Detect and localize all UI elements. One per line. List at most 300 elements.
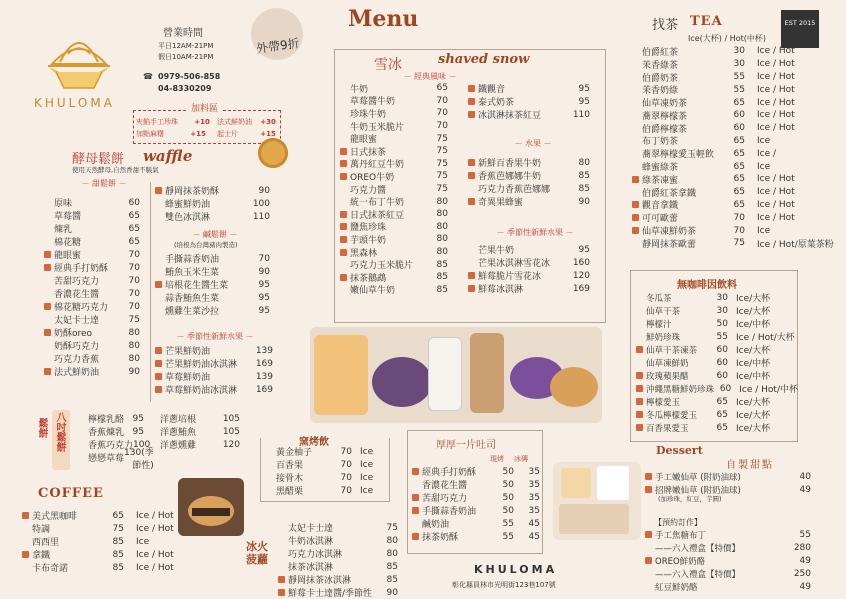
item-price: 250 <box>793 568 811 579</box>
recommend-icon <box>645 557 652 564</box>
item-price: 50 <box>716 318 728 329</box>
item-price: 50 <box>502 505 514 516</box>
item-price: 50 <box>502 479 514 490</box>
menu-item <box>278 521 398 534</box>
menu-item <box>278 547 398 560</box>
item-price: 80 <box>436 221 448 232</box>
item-price: 70 <box>128 275 140 286</box>
menu-item <box>266 445 386 458</box>
item-price: 85 <box>112 549 124 560</box>
menu-item <box>636 356 798 369</box>
item-name: 牛奶玉米脆片 <box>350 122 405 133</box>
item-price: 100 <box>133 439 151 450</box>
special-list <box>636 291 798 434</box>
item-price: 95 <box>578 96 590 107</box>
item-price: 70 <box>340 459 352 470</box>
tea-title-cn: 找茶 <box>652 18 679 33</box>
waffle-title-cn: 酵母鬆餅 <box>72 152 125 167</box>
item-price: 120 <box>572 270 590 281</box>
item-name: 招牌嫩仙草 (附奶油球) <box>655 485 741 496</box>
tea-size-note: Ice(大杯) / Hot(中杯) <box>688 34 766 43</box>
item-name: 鮪魚玉米生菜 <box>165 268 220 278</box>
menu-item <box>645 554 811 567</box>
addon-name: 法式鮮奶油 <box>217 118 252 126</box>
recommend-icon <box>22 512 29 519</box>
item-size: Ice <box>757 135 771 146</box>
item-price: 60 <box>716 357 728 368</box>
item-name: 戀戀草莓 <box>88 454 125 464</box>
item-name: 鮮莓脆片雪花冰 <box>478 272 542 282</box>
menu-item <box>278 534 398 547</box>
item-size: Ice/大杯 <box>736 307 771 317</box>
waffle-icon <box>258 138 288 168</box>
item-name: 蕎翠檸檬茶 <box>642 111 688 122</box>
recommend-icon <box>632 227 639 234</box>
item-name: 煉乳 <box>54 225 73 235</box>
item-price: 100 <box>252 198 270 209</box>
item-price: 75 <box>386 522 398 533</box>
menu-item <box>340 158 448 171</box>
item-name: 太妃卡士達 <box>288 524 334 534</box>
item-price: 85 <box>386 561 398 572</box>
item-name: 接骨木 <box>276 474 304 484</box>
item-name: 草莓醬 <box>54 212 82 222</box>
menu-item <box>412 478 540 491</box>
menu-item <box>340 120 448 133</box>
item-name: 鹹奶油 <box>422 520 450 530</box>
menu-item <box>340 183 448 196</box>
menu-item <box>412 491 540 504</box>
item-name: ——六入禮盒【特價】 <box>655 543 741 554</box>
item-price: 65 <box>128 223 140 234</box>
recommend-icon <box>340 249 347 256</box>
item-size: Ice / Hot/大杯 <box>736 333 795 343</box>
recommend-icon <box>468 85 475 92</box>
item-price: 35 <box>528 505 540 516</box>
item-name: 百香果 <box>276 461 304 471</box>
dessert-list-2 <box>645 528 811 593</box>
menu-item <box>412 517 540 530</box>
menu-item <box>340 246 448 259</box>
menu-item <box>155 184 270 197</box>
item-size: Ice <box>757 225 771 236</box>
dessert-note: (加珍珠，紅豆，芋圓) <box>658 495 722 503</box>
item-price: 70 <box>128 288 140 299</box>
item-name: 鐵觀音 <box>478 85 506 95</box>
item-size: Ice / <box>757 148 777 159</box>
item-name: 香蕉芭娜娜牛奶 <box>478 172 542 182</box>
menu-title: Menu <box>348 6 419 32</box>
menu-item <box>155 344 273 357</box>
item-name: OREO鮮奶酪 <box>655 556 706 567</box>
recommend-icon <box>636 385 643 392</box>
item-price: 80 <box>386 535 398 546</box>
item-price: 80 <box>128 340 140 351</box>
item-name: 檸檬乳酪 <box>88 415 125 425</box>
item-name: 蜂蜜鮮奶油 <box>165 200 211 210</box>
waffle-subtitle: 使用天然酵母,自然香甜不脹氣 <box>72 166 159 174</box>
item-price: 70 <box>340 446 352 457</box>
menu-item <box>632 173 837 186</box>
item-size: Ice / Hot <box>136 562 174 573</box>
menu-item <box>632 135 837 148</box>
menu-item <box>266 484 386 497</box>
menu-item <box>468 282 590 295</box>
recommend-icon <box>468 159 475 166</box>
brand-logo <box>38 14 120 96</box>
menu-item <box>44 248 140 261</box>
brand-name: KHULOMA <box>34 96 115 110</box>
item-price: 95 <box>258 279 270 290</box>
item-price: 60 <box>719 383 732 394</box>
item-size: Ice <box>757 161 771 172</box>
item-name: 太妃卡士達 <box>54 316 100 326</box>
item-name: 日式抹茶 <box>350 147 387 158</box>
item-name: 黃金柚子 <box>276 448 313 458</box>
item-name: 抹茶冰淇淋 <box>288 563 334 573</box>
menu-item <box>266 458 386 471</box>
item-name: 芒果鮮奶油冰淇淋 <box>165 360 238 370</box>
item-price: 65 <box>733 199 745 210</box>
tea-title-en: TEA <box>690 14 723 29</box>
menu-item <box>632 211 837 224</box>
item-name: 鹽焦珍珠 <box>350 223 387 234</box>
item-name: 卡布奇諾 <box>32 564 69 574</box>
item-name: 茉香奶綠 <box>642 86 679 97</box>
item-name: 奶酥oreo <box>54 329 93 339</box>
item-price: 95 <box>132 413 144 424</box>
item-price: 55 <box>799 529 811 540</box>
item-name: 抹茶奶酥 <box>422 533 459 543</box>
recommend-icon <box>412 494 419 501</box>
item-price: 30 <box>733 59 745 70</box>
item-name: 珍珠牛奶 <box>350 109 387 120</box>
recommend-icon <box>468 172 475 179</box>
item-price: 105 <box>222 426 240 437</box>
addon-price: +15 <box>190 130 206 138</box>
item-price: 80 <box>436 247 448 258</box>
item-name: 靜岡抹茶冰淇淋 <box>288 576 352 586</box>
menu-item <box>155 291 270 304</box>
recommend-icon <box>645 473 652 480</box>
menu-item <box>632 147 837 160</box>
menu-item <box>636 369 798 382</box>
item-price: 70 <box>258 253 270 264</box>
shaved-fruit-title: － 水果 － <box>514 139 552 148</box>
addon-price: +10 <box>194 118 210 126</box>
item-price: 70 <box>340 485 352 496</box>
waffle-salty-list <box>155 252 270 317</box>
baked-title: 窯烤飲 <box>296 433 332 448</box>
menu-item <box>636 304 798 317</box>
shaved-title-cn: 雪冰 <box>374 57 402 73</box>
recommend-icon <box>155 347 162 354</box>
menu-item <box>636 343 798 356</box>
item-name: 冰淇淋抹茶紅豆 <box>478 111 542 121</box>
menu-item <box>44 222 140 235</box>
item-price: 75 <box>436 158 448 169</box>
item-size: Ice / Hot <box>757 212 795 223</box>
menu-item <box>155 370 273 383</box>
item-name: 洋蔥鮪魚 <box>160 428 197 438</box>
menu-item <box>632 122 837 135</box>
menu-item <box>632 160 837 173</box>
item-price: 75 <box>128 314 140 325</box>
item-name: 仙草干茶凍茶 <box>646 345 698 356</box>
menu-item <box>340 132 448 145</box>
waffle-season-title: － 季節性新鮮水果 － <box>176 332 254 341</box>
item-name: 棉花糖 <box>54 238 82 248</box>
menu-item <box>340 95 448 108</box>
item-size: Ice <box>360 472 374 483</box>
recommend-icon <box>632 201 639 208</box>
item-price: 90 <box>258 266 270 277</box>
menu-item <box>468 182 590 195</box>
item-name: 檸檬愛玉 <box>646 397 681 408</box>
dessert-preorder: 【預約訂作】 <box>654 518 702 527</box>
addon-price: +30 <box>260 118 276 126</box>
menu-item <box>468 108 590 121</box>
item-price: 95 <box>578 244 590 255</box>
item-size: Ice / Hot <box>757 46 795 57</box>
menu-item <box>468 256 590 269</box>
menu-item <box>636 330 798 343</box>
inch8-list-b <box>150 412 240 451</box>
shaved-col1-list <box>340 82 448 296</box>
recommend-icon <box>632 214 639 221</box>
item-price: 65 <box>733 97 745 108</box>
recommend-icon <box>468 272 475 279</box>
item-name: 蕎翠檸檬愛玉輕飲 <box>642 150 715 161</box>
item-price: 75 <box>112 523 124 534</box>
item-size: Ice/中杯 <box>736 372 771 382</box>
item-name: 檸檬汁 <box>646 319 672 330</box>
tea-list <box>632 45 837 250</box>
item-price: 80 <box>128 353 140 364</box>
item-size: Ice <box>360 459 374 470</box>
food-photo <box>310 327 602 423</box>
menu-item <box>468 243 590 256</box>
recommend-icon <box>636 398 643 405</box>
menu-item <box>44 287 140 300</box>
dessert-title-en: Dessert <box>656 444 703 457</box>
menu-item <box>468 82 590 95</box>
item-price: 85 <box>112 562 124 573</box>
menu-item <box>412 504 540 517</box>
item-name: 手工焦糖布丁 <box>655 530 707 541</box>
item-size: Ice / Hot <box>757 199 795 210</box>
item-size: Ice / Hot <box>757 84 795 95</box>
item-name: 拿鐵 <box>32 551 51 561</box>
recommend-icon <box>340 236 347 243</box>
est-badge <box>781 10 819 48</box>
item-price: 85 <box>436 259 448 270</box>
hours-holiday: 假日10AM-21PM <box>158 53 214 61</box>
item-price: 90 <box>128 366 140 377</box>
item-price: 65 <box>128 236 140 247</box>
recommend-icon <box>278 576 285 583</box>
addons-item-2 <box>217 117 276 127</box>
item-size: Ice/大杯 <box>736 294 771 304</box>
item-price: 50 <box>502 466 514 477</box>
menu-item <box>645 541 811 554</box>
menu-item <box>266 471 386 484</box>
item-price: 65 <box>436 83 448 94</box>
item-size: Ice / Hot/原葉茶粉 <box>757 239 834 250</box>
waffle-season-list <box>155 344 273 396</box>
recommend-icon <box>636 424 643 431</box>
item-size: Ice/大杯 <box>736 411 771 421</box>
item-price: 80 <box>436 209 448 220</box>
menu-item <box>44 339 140 352</box>
pineapple-bun-photo <box>178 478 244 536</box>
item-name: 草莓醬牛奶 <box>350 97 396 108</box>
item-price: 80 <box>436 234 448 245</box>
item-price: 55 <box>502 518 514 529</box>
inch8-list-a <box>78 412 154 471</box>
item-name: ——六入禮盒【特價】 <box>655 569 741 580</box>
item-name: 萬丹紅豆牛奶 <box>350 160 405 171</box>
item-name: 泰式奶茶 <box>478 98 515 108</box>
menu-item <box>340 233 448 246</box>
item-name: 統一布丁牛奶 <box>350 198 405 209</box>
menu-item <box>155 383 273 396</box>
menu-item <box>22 522 182 535</box>
item-price: 30 <box>716 305 728 316</box>
menu-item <box>44 365 140 378</box>
item-name: OREO牛奶 <box>350 172 395 183</box>
recommend-icon <box>278 589 285 596</box>
item-price: 30 <box>733 46 745 57</box>
menu-item <box>155 304 270 317</box>
menu-item <box>636 421 798 434</box>
item-name: 洋蔥燻雞 <box>160 441 197 451</box>
item-price: 70 <box>340 472 352 483</box>
menu-item <box>632 58 837 71</box>
item-price: 70 <box>733 212 745 223</box>
waffle-sweet-list <box>44 196 140 378</box>
menu-item <box>340 82 448 95</box>
recommend-icon <box>340 148 347 155</box>
item-name: 玫瑰蘋果醋 <box>646 371 689 382</box>
item-name: 冬瓜檸檬愛玉 <box>646 410 698 421</box>
item-price: 95 <box>132 426 144 437</box>
item-price: 55 <box>716 331 728 342</box>
recommend-icon <box>340 223 347 230</box>
item-size: Ice / Hot <box>136 510 174 521</box>
menu-item <box>340 271 448 284</box>
item-price: 280 <box>793 542 811 553</box>
item-name: 百香果愛玉 <box>646 423 689 434</box>
item-price: 45 <box>528 531 540 542</box>
recommend-icon <box>468 285 475 292</box>
item-size: Ice / Hot <box>757 174 795 185</box>
coffee-title: COFFEE <box>38 486 104 501</box>
item-price: 65 <box>716 422 728 433</box>
menu-item <box>22 535 182 548</box>
inch8-label: 鬆餅 <box>36 418 47 438</box>
item-price: 95 <box>258 292 270 303</box>
dessert-title-cn: 自製甜點 <box>726 460 774 471</box>
recommend-icon <box>468 98 475 105</box>
addon-price: +15 <box>260 130 276 138</box>
toast-list <box>412 465 540 543</box>
item-name: 培根花生醬生菜 <box>165 281 229 291</box>
menu-item <box>22 509 182 522</box>
item-name: 伯爵紅茶 <box>642 47 679 58</box>
item-name: 草莓鮮奶油冰淇淋 <box>165 386 238 396</box>
menu-item <box>632 109 837 122</box>
menu-item <box>340 170 448 183</box>
item-name: 經典手打奶酥 <box>422 468 477 478</box>
menu-item <box>468 156 590 169</box>
item-price: 110 <box>252 211 270 222</box>
menu-item <box>645 470 811 483</box>
item-name: 芒果牛奶 <box>478 246 515 256</box>
menu-item <box>645 580 811 593</box>
recommend-icon <box>44 303 51 310</box>
item-price: 75 <box>436 146 448 157</box>
item-price: 105 <box>222 413 240 424</box>
special-title: 無咖啡因飲料 <box>677 280 737 291</box>
item-price: 70 <box>128 249 140 260</box>
item-price: 60 <box>128 197 140 208</box>
menu-item <box>636 408 798 421</box>
item-size: Ice <box>136 536 150 547</box>
item-price: 70 <box>733 225 745 236</box>
item-price: 130(季節性) <box>124 447 154 471</box>
item-price: 65 <box>128 210 140 221</box>
menu-item <box>645 567 811 580</box>
item-name: 奶酥巧克力 <box>54 342 100 352</box>
item-name: 抹茶鵝鵡 <box>350 273 387 284</box>
item-price: 75 <box>436 171 448 182</box>
item-price: 70 <box>128 301 140 312</box>
item-price: 30 <box>716 292 728 303</box>
coffee-list <box>22 509 182 574</box>
menu-item <box>340 221 448 234</box>
item-price: 65 <box>733 161 745 172</box>
item-price: 90 <box>578 196 590 207</box>
item-name: 巧克力香蕉 <box>54 355 100 365</box>
addon-name: 起士片 <box>217 130 238 138</box>
item-name: 冬瓜茶 <box>646 293 672 304</box>
item-price: 70 <box>436 121 448 132</box>
menu-item <box>636 395 798 408</box>
item-name: 芋頭牛奶 <box>350 235 387 246</box>
menu-item <box>22 548 182 561</box>
item-name: 草莓鮮奶油 <box>165 373 211 383</box>
item-price: 75 <box>733 238 745 249</box>
recommend-icon <box>412 533 419 540</box>
recommend-icon <box>44 329 51 336</box>
item-size: Ice <box>360 485 374 496</box>
item-price: 60 <box>733 123 745 134</box>
item-name: 手撕蒜香奶油 <box>165 255 220 265</box>
item-size: Ice / Hot/中杯 <box>739 385 798 395</box>
recommend-icon <box>632 176 639 183</box>
phone-2: 04-8330209 <box>158 84 212 93</box>
item-name: 仙草凍鮮奶 <box>646 358 689 369</box>
menu-item <box>155 197 270 210</box>
inch8-title: 八吋鬆餅 <box>54 412 65 452</box>
item-price: 95 <box>578 83 590 94</box>
menu-item <box>468 195 590 208</box>
item-name: 洋蔥培根 <box>160 415 197 425</box>
item-name: 伯爵紅茶拿鐵 <box>642 188 697 199</box>
menu-item <box>340 284 448 297</box>
menu-item <box>340 107 448 120</box>
